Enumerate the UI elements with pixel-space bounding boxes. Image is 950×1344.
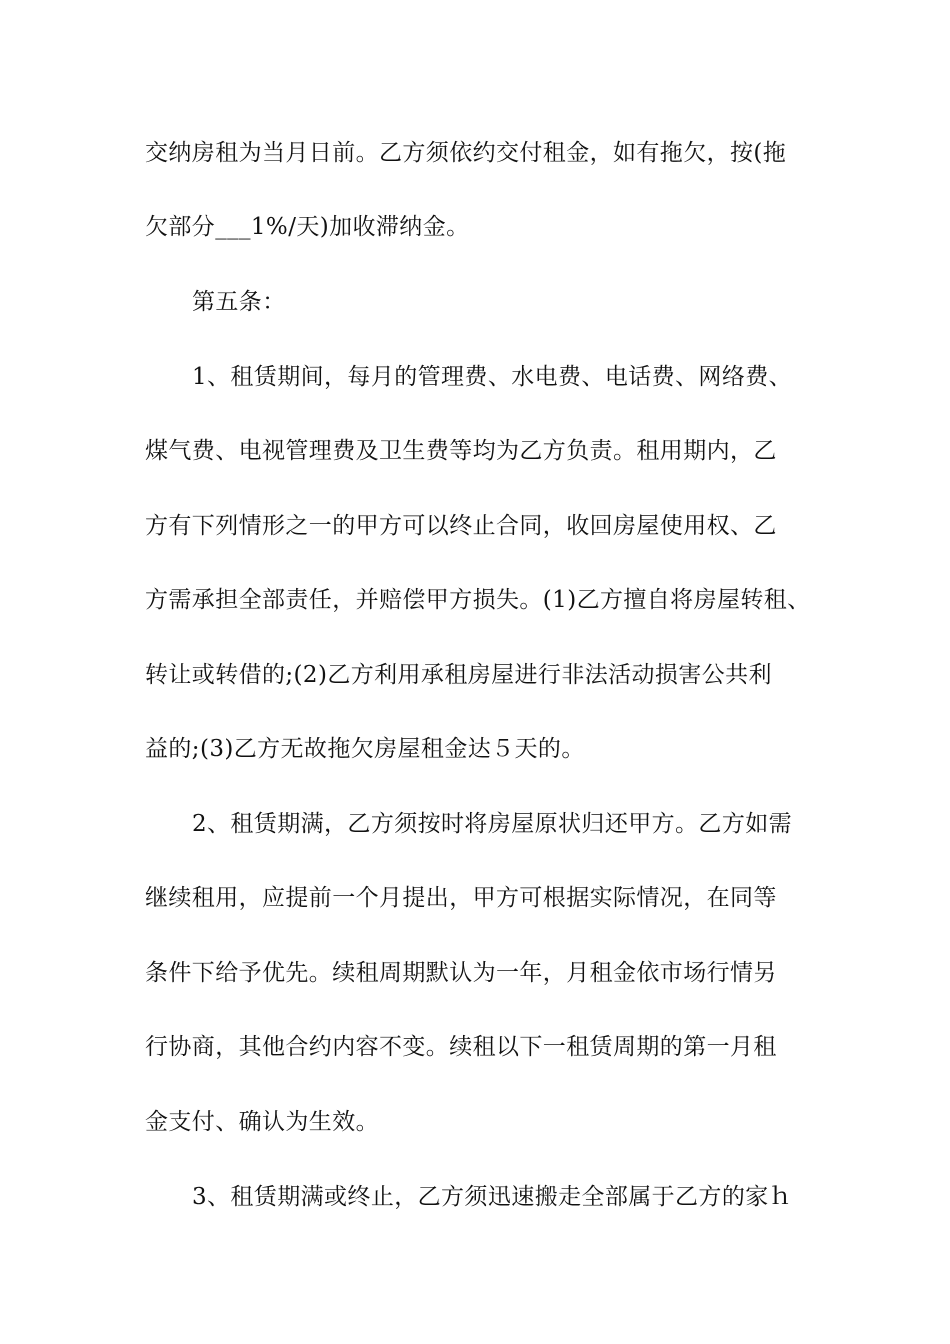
text-line-4: 1、租赁期间，每月的管理费、水电费、电话费、网络费、 (192, 364, 793, 390)
text-line-6: 方有下列情形之一的甲方可以终止合同，收回房屋使用权、乙 (145, 513, 777, 539)
text-line-9: 益的;(3)乙方无故拖欠房屋租金达５天的。 (145, 736, 585, 762)
text-line-15: 3、租赁期满或终止，乙方须迅速搬走全部属于乙方的家ｈ (192, 1184, 793, 1210)
text-line-7: 方需承担全部责任，并赔偿甲方损失。(1)乙方擅自将房屋转租、 (145, 587, 811, 613)
text-line-11: 继续租用，应提前一个月提出，甲方可根据实际情况，在同等 (145, 885, 777, 911)
text-line-5: 煤气费、电视管理费及卫生费等均为乙方负责。租用期内，乙 (145, 438, 777, 464)
text-line-2: 欠部分___1%/天)加收滞纳金。 (145, 214, 470, 240)
text-line-10: 2、租赁期满，乙方须按时将房屋原状归还甲方。乙方如需 (192, 811, 793, 837)
text-line-12: 条件下给予优先。续租周期默认为一年，月租金依市场行情另 (145, 960, 777, 986)
text-line-13: 行协商，其他合约内容不变。续租以下一租赁周期的第一月租 (145, 1034, 777, 1060)
text-line-14: 金支付、确认为生效。 (145, 1109, 379, 1135)
article-heading: 第五条： (192, 289, 286, 315)
text-line-8: 转让或转借的;(2)乙方利用承租房屋进行非法活动损害公共利 (145, 662, 772, 688)
text-line-1: 交纳房租为当月日前。乙方须依约交付租金，如有拖欠，按(拖 (145, 140, 787, 166)
